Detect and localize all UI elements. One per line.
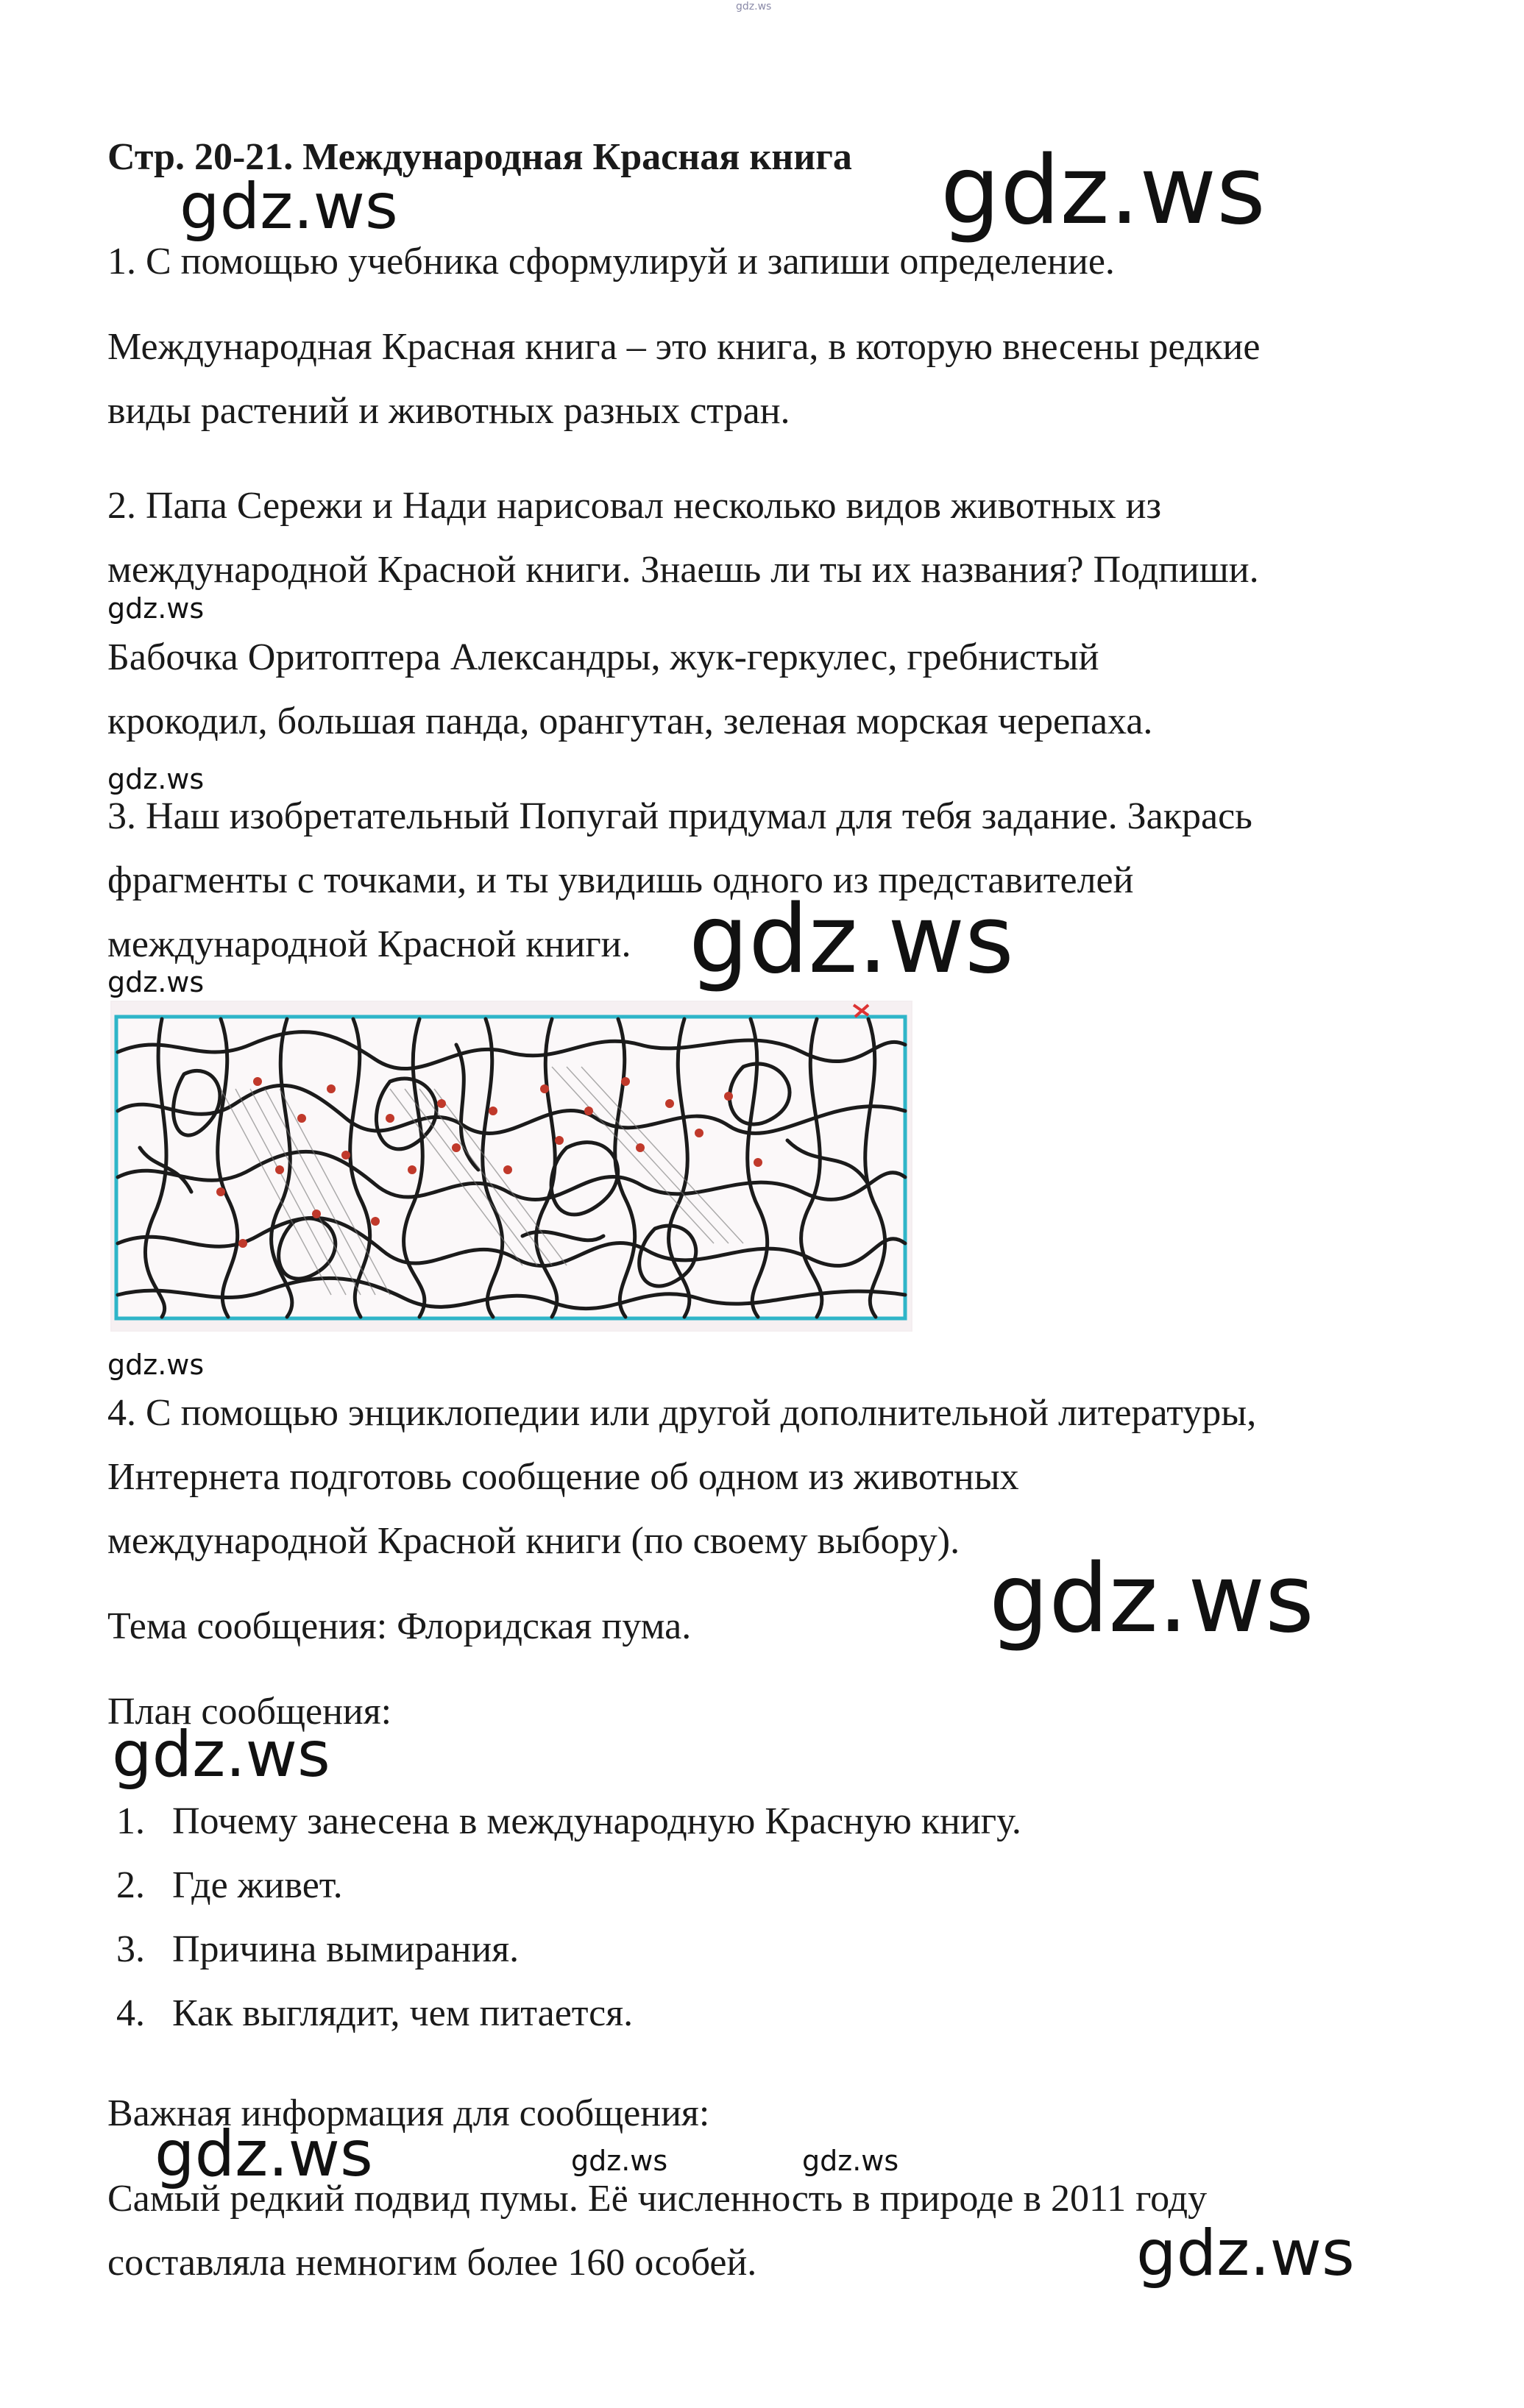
q3-question-line-1: 3. Наш изобретательный Попугай придумал для тебя задание. Закрась xyxy=(107,795,1252,837)
watermark-13: gdz.ws xyxy=(1136,2217,1355,2290)
watermark-1: gdz.ws xyxy=(940,136,1266,246)
q1-answer-line-1: Международная Красная книга – это книга, в которую внесены редкие xyxy=(107,326,1261,368)
plan-item-2-text: Где живет. xyxy=(172,1864,343,1906)
watermark-12: gdz.ws xyxy=(802,2145,899,2177)
q1-question: 1. С помощью учебника сформулируй и запиши определение. xyxy=(107,241,1115,283)
watermark-7: gdz.ws xyxy=(107,1349,205,1381)
plan-item-3-text: Причина вымирания. xyxy=(172,1928,520,1970)
watermark-top: gdz.ws xyxy=(736,1,772,13)
q4-info-line-1: Самый редкий подвид пумы. Её численность в природе в 2011 году xyxy=(107,2178,1208,2220)
watermark-2: gdz.ws xyxy=(180,170,398,244)
q4-question-line-2: Интернета подготовь сообщение об одном из животных xyxy=(107,1456,1019,1498)
watermark-6: gdz.ws xyxy=(107,966,205,998)
plan-item-4-number: 4. xyxy=(116,1992,145,2034)
q2-question-line-1: 2. Папа Сережи и Нади нарисовал несколько видов животных из xyxy=(107,485,1162,527)
q4-question-line-3: международной Красной книги (по своему выбору). xyxy=(107,1520,960,1562)
q4-info-line-2: составляла немногим более 160 особей. xyxy=(107,2242,757,2284)
watermark-11: gdz.ws xyxy=(571,2145,668,2177)
q2-question-line-2: международной Красной книги. Знаешь ли ты их названия? Подпиши. xyxy=(107,549,1259,591)
q4-question-line-1: 4. С помощью энциклопедии или другой дополнительной литературы, xyxy=(107,1392,1257,1434)
q4-topic: Тема сообщения: Флоридская пума. xyxy=(107,1605,692,1647)
watermark-8: gdz.ws xyxy=(989,1544,1314,1654)
watermark-9: gdz.ws xyxy=(112,1718,330,1791)
watermark-10: gdz.ws xyxy=(155,2117,373,2191)
q3-question-line-3: международной Красной книги. xyxy=(107,923,631,965)
plan-item-4-text: Как выглядит, чем питается. xyxy=(172,1992,634,2034)
page-title: Стр. 20-21. Международная Красная книга xyxy=(107,136,852,178)
plan-item-2-number: 2. xyxy=(116,1864,145,1906)
q3-question-line-2: фрагменты с точками, и ты увидишь одного из представителей xyxy=(107,859,1134,901)
watermark-5: gdz.ws xyxy=(689,885,1014,995)
plan-item-1-number: 1. xyxy=(116,1800,145,1842)
q4-plan-heading: План сообщения: xyxy=(107,1691,392,1733)
coloring-picture-drawing xyxy=(110,1001,912,1332)
plan-item-1-text: Почему занесена в международную Красную книгу. xyxy=(172,1800,1021,1842)
watermark-4: gdz.ws xyxy=(107,763,205,795)
q4-info-heading: Важная информация для сообщения: xyxy=(107,2092,710,2134)
plan-item-3-number: 3. xyxy=(116,1928,145,1970)
coloring-picture xyxy=(110,1001,912,1332)
q1-answer-line-2: виды растений и животных разных стран. xyxy=(107,390,790,432)
watermark-3: gdz.ws xyxy=(107,592,205,625)
q2-answer-line-2: крокодил, большая панда, орангутан, зеленая морская черепаха. xyxy=(107,700,1153,742)
q2-answer-line-1: Бабочка Оритоптера Александры, жук-геркулес, гребнистый xyxy=(107,636,1099,678)
